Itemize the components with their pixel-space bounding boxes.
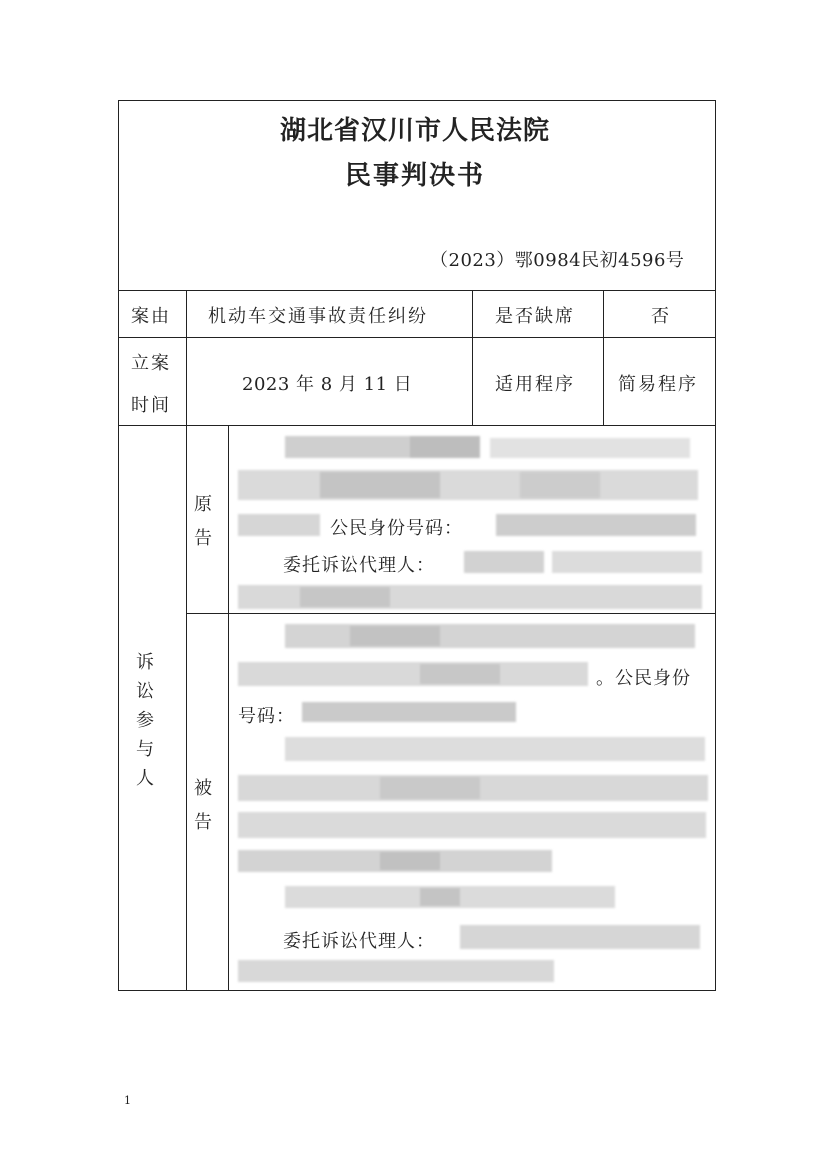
document-type: 民事判决书 xyxy=(344,161,485,191)
rule-col-1 xyxy=(186,290,187,991)
plaintiff-agent-label: 委托诉讼代理人： xyxy=(283,555,435,576)
filing-date: 2023 年 8 月 11 日 xyxy=(242,374,413,395)
filing-label-line1: 立案 xyxy=(131,353,171,374)
defendant-label: 被告 xyxy=(194,778,212,833)
plaintiff-label: 原告 xyxy=(194,494,212,549)
cause-label: 案由 xyxy=(131,306,171,327)
procedure-label: 适用程序 xyxy=(495,374,575,395)
absent-value: 否 xyxy=(651,306,671,327)
rule-col-2 xyxy=(472,290,473,425)
absent-label: 是否缺席 xyxy=(495,306,575,327)
rule-filing-bottom xyxy=(118,425,716,426)
filing-label-line2: 时间 xyxy=(131,395,171,416)
rule-col-parties xyxy=(228,425,229,991)
rule-col-3 xyxy=(603,290,604,425)
page-number: 1 xyxy=(124,1094,131,1107)
case-number: （2023）鄂0984民初4596号 xyxy=(430,250,685,271)
rule-plaintiff-bottom xyxy=(187,613,716,614)
procedure-value: 简易程序 xyxy=(618,374,698,395)
rule-cause-bottom xyxy=(118,337,716,338)
defendant-id-label-2: 号码： xyxy=(238,706,295,727)
defendant-agent-label: 委托诉讼代理人： xyxy=(283,931,435,952)
rule-header-bottom xyxy=(118,290,716,291)
defendant-id-label-1: 。公民身份 xyxy=(596,668,691,689)
parties-section-label: 诉讼参与人 xyxy=(136,652,154,789)
cause-value: 机动车交通事故责任纠纷 xyxy=(208,306,428,327)
plaintiff-id-label: 公民身份号码： xyxy=(330,518,463,539)
court-name: 湖北省汉川市人民法院 xyxy=(279,116,550,146)
